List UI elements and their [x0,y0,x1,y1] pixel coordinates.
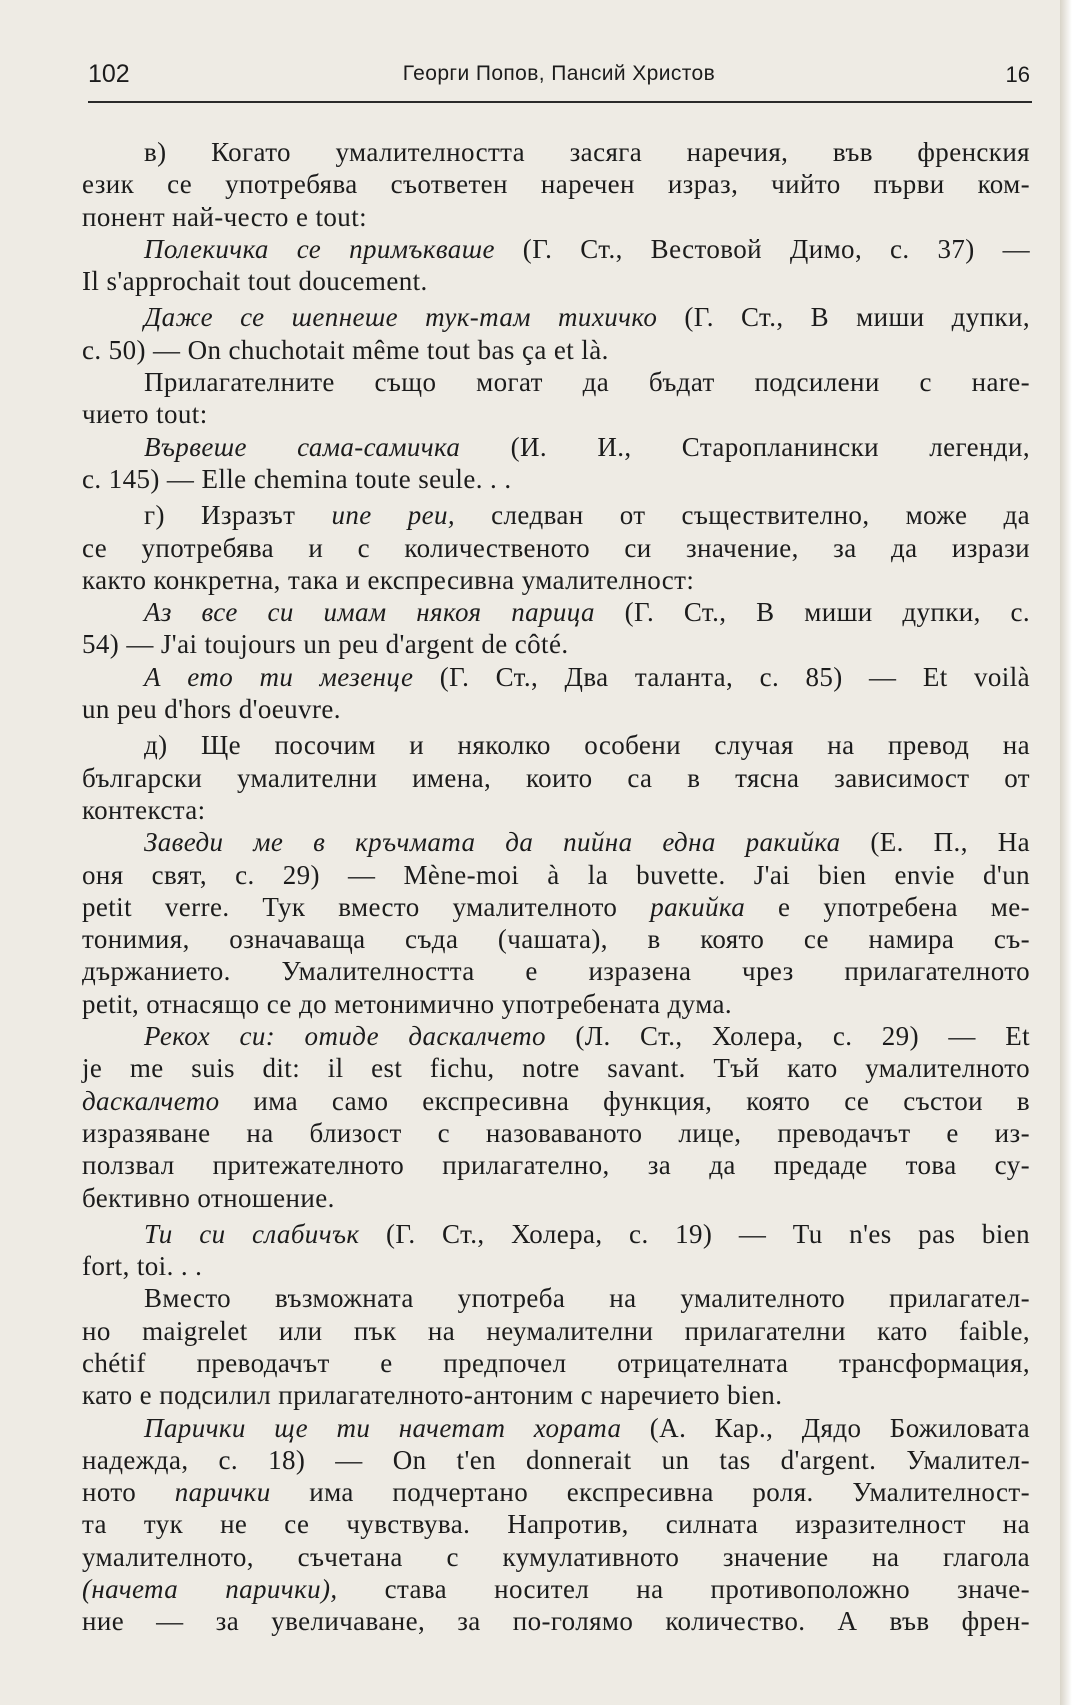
text-segment: с. 50) — On chuchotait même tout bas ça et là. [82,334,609,365]
italic-segment: Рекох си: отиде даскалчето [144,1021,546,1052]
text-line [82,1476,1030,1508]
italic-segment: Заведи ме в кръчмата да пийна една ракийка [144,827,841,858]
text-line [82,532,1030,564]
text-segment: ползвал притежателното прилагателно, за да предаде това су- [82,1150,1030,1181]
italic-segment: Полекичка се примъкваше [144,233,495,264]
italic-segment: Аз все си имам някоя парица [144,597,595,628]
text-segment: (Г. Ст., Вестовой Димо, с. 37) — [494,233,1031,264]
text-line [82,1052,1030,1084]
text-line [82,301,1030,333]
text-segment: бективно отношение. [82,1182,335,1213]
text-segment: (И. И., Старопланински легенди, [460,431,1030,462]
text-line [82,366,1030,398]
text-segment: изразяване на близост с назоваваното лице, преводачът е из- [82,1117,1030,1148]
text-line [82,233,1030,265]
text-line [82,1541,1030,1573]
italic-segment: даскалчето [82,1085,220,1116]
italic-segment: Ти си слабичък [144,1218,360,1249]
text-line [82,955,1030,987]
text-segment: има подчертано експресивна роля. Умалителност- [270,1477,1030,1508]
text-segment: (Г. Ст., В миши дупки, с. [594,597,1030,628]
text-line [82,201,1030,233]
text-line [82,1573,1030,1605]
text-segment: се употребява и с количественото си значение, за да изрази [82,532,1030,563]
signature-mark: 16 [1005,62,1030,87]
text-segment: (Г. Ст., В миши дупки, [657,302,1031,333]
text-segment: както конкретна, така и експресивна умалителност: [82,564,695,595]
text-line [82,826,1030,858]
text-line [82,859,1030,891]
text-segment: държанието. Умалителността е изразена чрез прилагателното [82,956,1030,987]
italic-segment: парички [174,1477,271,1508]
page-number: 102 [88,60,130,88]
italic-segment: une peu, [331,500,456,531]
text-line [82,1218,1030,1250]
italic-segment: А ето ти мезенце [144,661,414,692]
text-segment: контекста: [82,794,206,825]
text-segment: понент най-често е tout: [82,201,368,232]
text-line [82,988,1030,1020]
text-segment: с. 145) — Elle chemina toute seule. . . [82,463,512,494]
text-line [82,136,1030,168]
text-segment: ние — за увеличаване, за по-голямо количество. А във френ- [82,1606,1030,1637]
text-line [82,1282,1030,1314]
body-text [82,136,1030,1638]
text-line [82,1117,1030,1149]
text-segment: та тук не се чувствува. Напротив, силната изразителност на [82,1509,1030,1540]
text-segment: български умалителни имена, които са в тясна зависимост от [82,762,1030,793]
text-line [82,334,1030,366]
text-line [82,1444,1030,1476]
text-line [82,265,1030,297]
text-segment: следван от съществително, може да [455,500,1030,531]
text-line [82,891,1030,923]
text-line [82,1315,1030,1347]
text-line [82,1182,1030,1214]
text-segment: Il s'approchait tout doucement. [82,266,428,297]
text-segment: език се употребява съответен наречен израз, чийто първи ком- [82,169,1030,200]
text-segment: д) Ще посочим и няколко особени случая на превод на [144,730,1030,761]
text-segment: но maigrelet или пък на неумалителни прилагателни като faible, [82,1315,1030,1346]
text-segment: (А. Кар., Дядо Божиловата [621,1412,1030,1443]
text-segment: Вместо възможната употреба на умалителното прилагател- [144,1283,1030,1314]
text-segment: в) Когато умалителността засяга наречия, във френския [144,137,1030,167]
italic-segment: ракийка [650,891,746,922]
text-segment: е употребена ме- [745,891,1030,922]
text-line [82,463,1030,495]
text-line [82,1379,1030,1411]
text-segment: тонимия, означаваща съда (чашата), в която се намира съ- [82,924,1030,955]
text-line [82,398,1030,430]
text-line [82,628,1030,660]
italic-segment: Даже се шепнеше тук-там тихичко [144,302,658,333]
text-segment: става носител на противоположно значе- [337,1574,1031,1605]
text-segment: надежда, с. 18) — On t'en donnerait un tas d'argent. Умалител- [82,1444,1030,1475]
text-segment: ното [82,1477,175,1508]
text-line [82,1508,1030,1540]
text-segment: има само експресивна функция, която се състои в [219,1085,1030,1116]
text-segment: fort, toi. . . [82,1251,203,1282]
text-line [82,762,1030,794]
text-segment: г) Изразът [144,500,332,531]
text-segment: je me suis dit: il est fichu, notre savant. Тъй като умалителното [82,1053,1030,1084]
text-line [82,168,1030,200]
text-line [82,794,1030,826]
text-line [82,1605,1030,1637]
text-line [82,1347,1030,1379]
text-segment: petit, отнасящо се до метонимично употребената дума. [82,988,733,1019]
text-segment: оня свят, с. 29) — Mène-moi à la buvette. J'ai bien envie d'un [82,859,1030,890]
italic-segment: Парички ще ти начетат хората [144,1412,622,1443]
text-line [82,1412,1030,1444]
text-line [82,564,1030,596]
text-line [82,693,1030,725]
text-segment: умалителното, съчетана с кумулативното значение на глагола [82,1541,1030,1572]
text-line [82,923,1030,955]
text-segment: chétif преводачът е предпочел отрицателната трансформация, [82,1347,1030,1378]
running-title: Георги Попов, Пансий Христов [402,62,716,85]
italic-segment: (начета парички), [82,1574,338,1605]
text-line [82,729,1030,761]
header-rule [88,101,1032,103]
text-segment: Прилагателните също могат да бъдат подсилени с нare- [144,367,1030,398]
text-segment: (Л. Ст., Холера, с. 29) — Et [545,1021,1030,1052]
text-segment: (Г. Ст., Холера, с. 19) — Tu n'es pas bien [359,1218,1030,1249]
text-segment: petit verre. Тук вместо умалителното [82,891,651,922]
text-segment: (Е. П., На [840,827,1030,858]
text-segment: чието tout: [82,399,208,430]
text-line [82,499,1030,531]
text-line [82,1085,1030,1117]
text-line [82,1020,1030,1052]
text-line [82,661,1030,693]
text-line [82,1250,1030,1282]
italic-segment: Вървеше сама-самичка [144,431,461,462]
page-spine-edge [1060,0,1080,1705]
text-segment: 54) — J'ai toujours un peu d'argent de côté. [82,629,569,660]
text-line [82,1149,1030,1181]
text-line [82,431,1030,463]
page-header [88,56,1030,96]
text-segment: като е подсилил прилагателното-антоним с наречието bien. [82,1380,783,1411]
text-segment: un peu d'hors d'oeuvre. [82,694,341,725]
text-line [82,596,1030,628]
text-segment: (Г. Ст., Два таланта, с. 85) — Et voilà [413,661,1030,692]
